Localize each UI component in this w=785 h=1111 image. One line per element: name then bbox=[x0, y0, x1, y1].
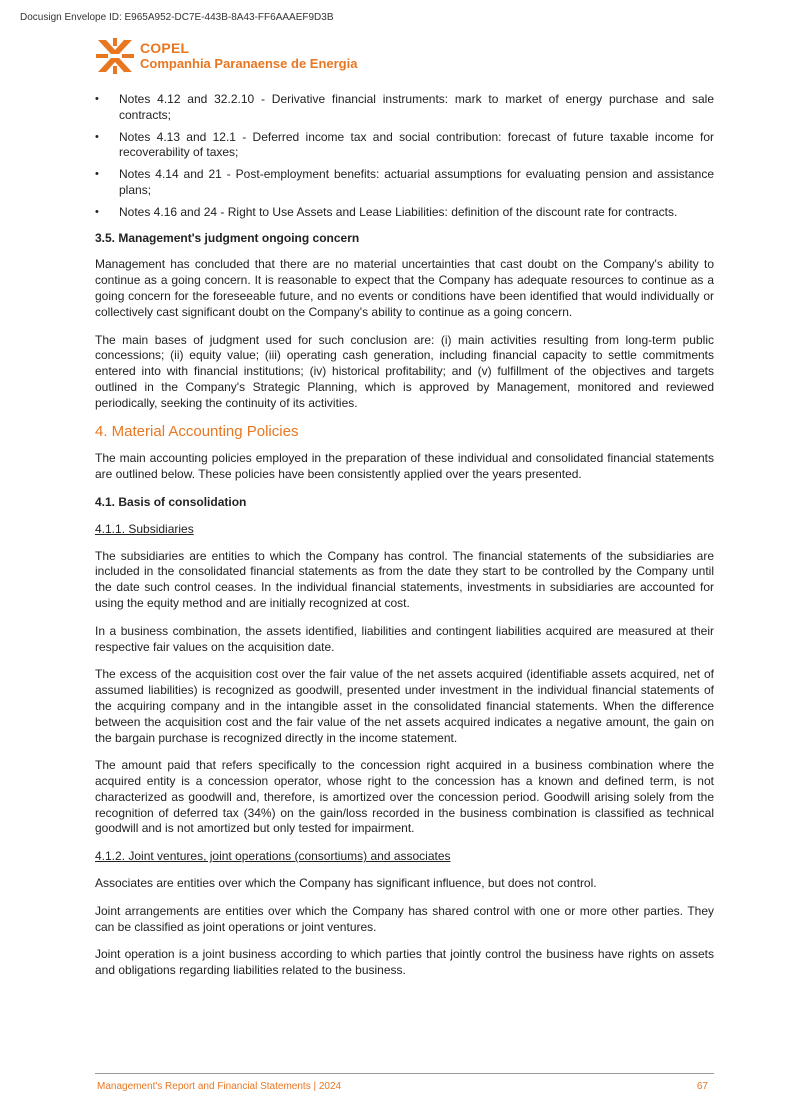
bullet-icon: • bbox=[95, 205, 99, 218]
paragraph: Management has concluded that there are no material uncertainties that cast doubt on the Company's ability to continue as a going concern. It is reasonable to expect that the Company has adequate resources to continue as a going concern for the foreseeable future, and no events or conditions have been identified that would individually or collectively cast significant doubt on the Company's ability to continue as a going concern. bbox=[95, 257, 714, 319]
bullet-icon: • bbox=[95, 93, 99, 105]
copel-logo-icon bbox=[96, 38, 134, 74]
company-logo bbox=[96, 38, 357, 74]
paragraph: The main accounting policies employed in the preparation of these individual and consolidated financial statements are outlined below. These policies have been consistently applied over the years presented. bbox=[95, 451, 714, 482]
list-item bbox=[95, 92, 714, 124]
bullet-text: Notes 4.14 and 21 - Post-employment benefits: actuarial assumptions for evaluating pension and assistance plans; bbox=[119, 167, 714, 197]
paragraph: In a business combination, the assets identified, liabilities and contingent liabilities acquired are measured at their respective fair values on the acquisition date. bbox=[95, 623, 714, 654]
section-4-1-heading: 4.1. Basis of consolidation bbox=[95, 494, 247, 509]
section-3-5-heading: 3.5. Management's judgment ongoing concern bbox=[95, 230, 360, 245]
paragraph: Joint arrangements are entities over which the Company has shared control with one or more other parties. They can be classified as joint operations or joint ventures. bbox=[95, 903, 714, 934]
section-4-1-2-heading: 4.1.2. Joint ventures, joint operations (consortiums) and associates bbox=[95, 849, 451, 864]
footer-divider bbox=[95, 1073, 714, 1074]
section-4-heading: 4. Material Accounting Policies bbox=[95, 422, 299, 440]
paragraph: The excess of the acquisition cost over the fair value of the net assets acquired (identifiable assets acquired, net of assumed liabilities) is recognized as goodwill, presented under investment in the individual financial statements of the acquiring company and in the intangible asset in the consolidated financial statements. When the difference between the acquisition cost and the fair value of the net assets acquired indicates a negative amount, the gain on the bargain purchase is recognized directly in the income statement. bbox=[95, 667, 714, 745]
bullet-text: Notes 4.16 and 24 - Right to Use Assets and Lease Liabilities: definition of the discount rate for contracts. bbox=[119, 204, 678, 219]
bullet-icon: • bbox=[95, 168, 99, 181]
footer-title: Management's Report and Financial Statements | 2024 bbox=[97, 1081, 342, 1092]
section-4-1-1-heading: 4.1.1. Subsidiaries bbox=[95, 521, 194, 536]
paragraph: The amount paid that refers specifically to the concession right acquired in a business combination where the acquired entity is a concession operator, whose right to the concession has a known and defined term, is not characterized as goodwill and, therefore, is amortized over the concession period. Goodwill arising solely from the recognition of deferred tax (34%) on the gain/loss recorded in the business combination is classified as technical goodwill and is not amortized but only tested for impairment. bbox=[95, 758, 714, 836]
document-body bbox=[95, 92, 714, 991]
bullet-text: Notes 4.12 and 32.2.10 - Derivative financial instruments: mark to market of energy purchase and sale contracts; bbox=[119, 92, 714, 122]
list-item bbox=[95, 205, 714, 221]
notes-bullet-list bbox=[95, 92, 714, 221]
page-number: 67 bbox=[696, 1081, 708, 1092]
bullet-icon: • bbox=[95, 130, 99, 143]
list-item bbox=[95, 167, 714, 199]
paragraph: The main bases of judgment used for such conclusion are: (i) main activities resulting from long-term public concessions; (ii) equity value; (iii) operating cash generation, including financial capacity to settle commitments entered into with financial institutions; (iv) historical profitability; and (v) fulfillment of the objectives and targets outlined in the Company's Strategic Planning, which is approved by Management, monitored and reviewed periodically, seeking the continuity of its activities. bbox=[95, 332, 714, 410]
bullet-text: Notes 4.13 and 12.1 - Deferred income tax and social contribution: forecast of future taxable income for recoverability of taxes; bbox=[119, 129, 714, 160]
paragraph: The subsidiaries are entities to which the Company has control. The financial statements of the subsidiaries are included in the consolidated financial statements as from the date they start to be controlled by the Company until the date such control ceases. In the individual financial statements, investments in subsidiaries are accounted for using the equity method and are initially recognized at cost. bbox=[95, 548, 714, 610]
paragraph: Associates are entities over which the Company has significant influence, but does not control. bbox=[95, 876, 597, 891]
logo-name: COPEL bbox=[140, 40, 190, 56]
logo-subtitle: Companhia Paranaense de Energia bbox=[140, 56, 358, 71]
docusign-envelope-id: Docusign Envelope ID: E965A952-DC7E-443B-8A43-FF6AAAEF9D3B bbox=[20, 12, 334, 23]
list-item bbox=[95, 130, 714, 162]
paragraph: Joint operation is a joint business according to which parties that jointly control the business have rights on assets and obligations regarding liabilities related to the business. bbox=[95, 947, 714, 978]
